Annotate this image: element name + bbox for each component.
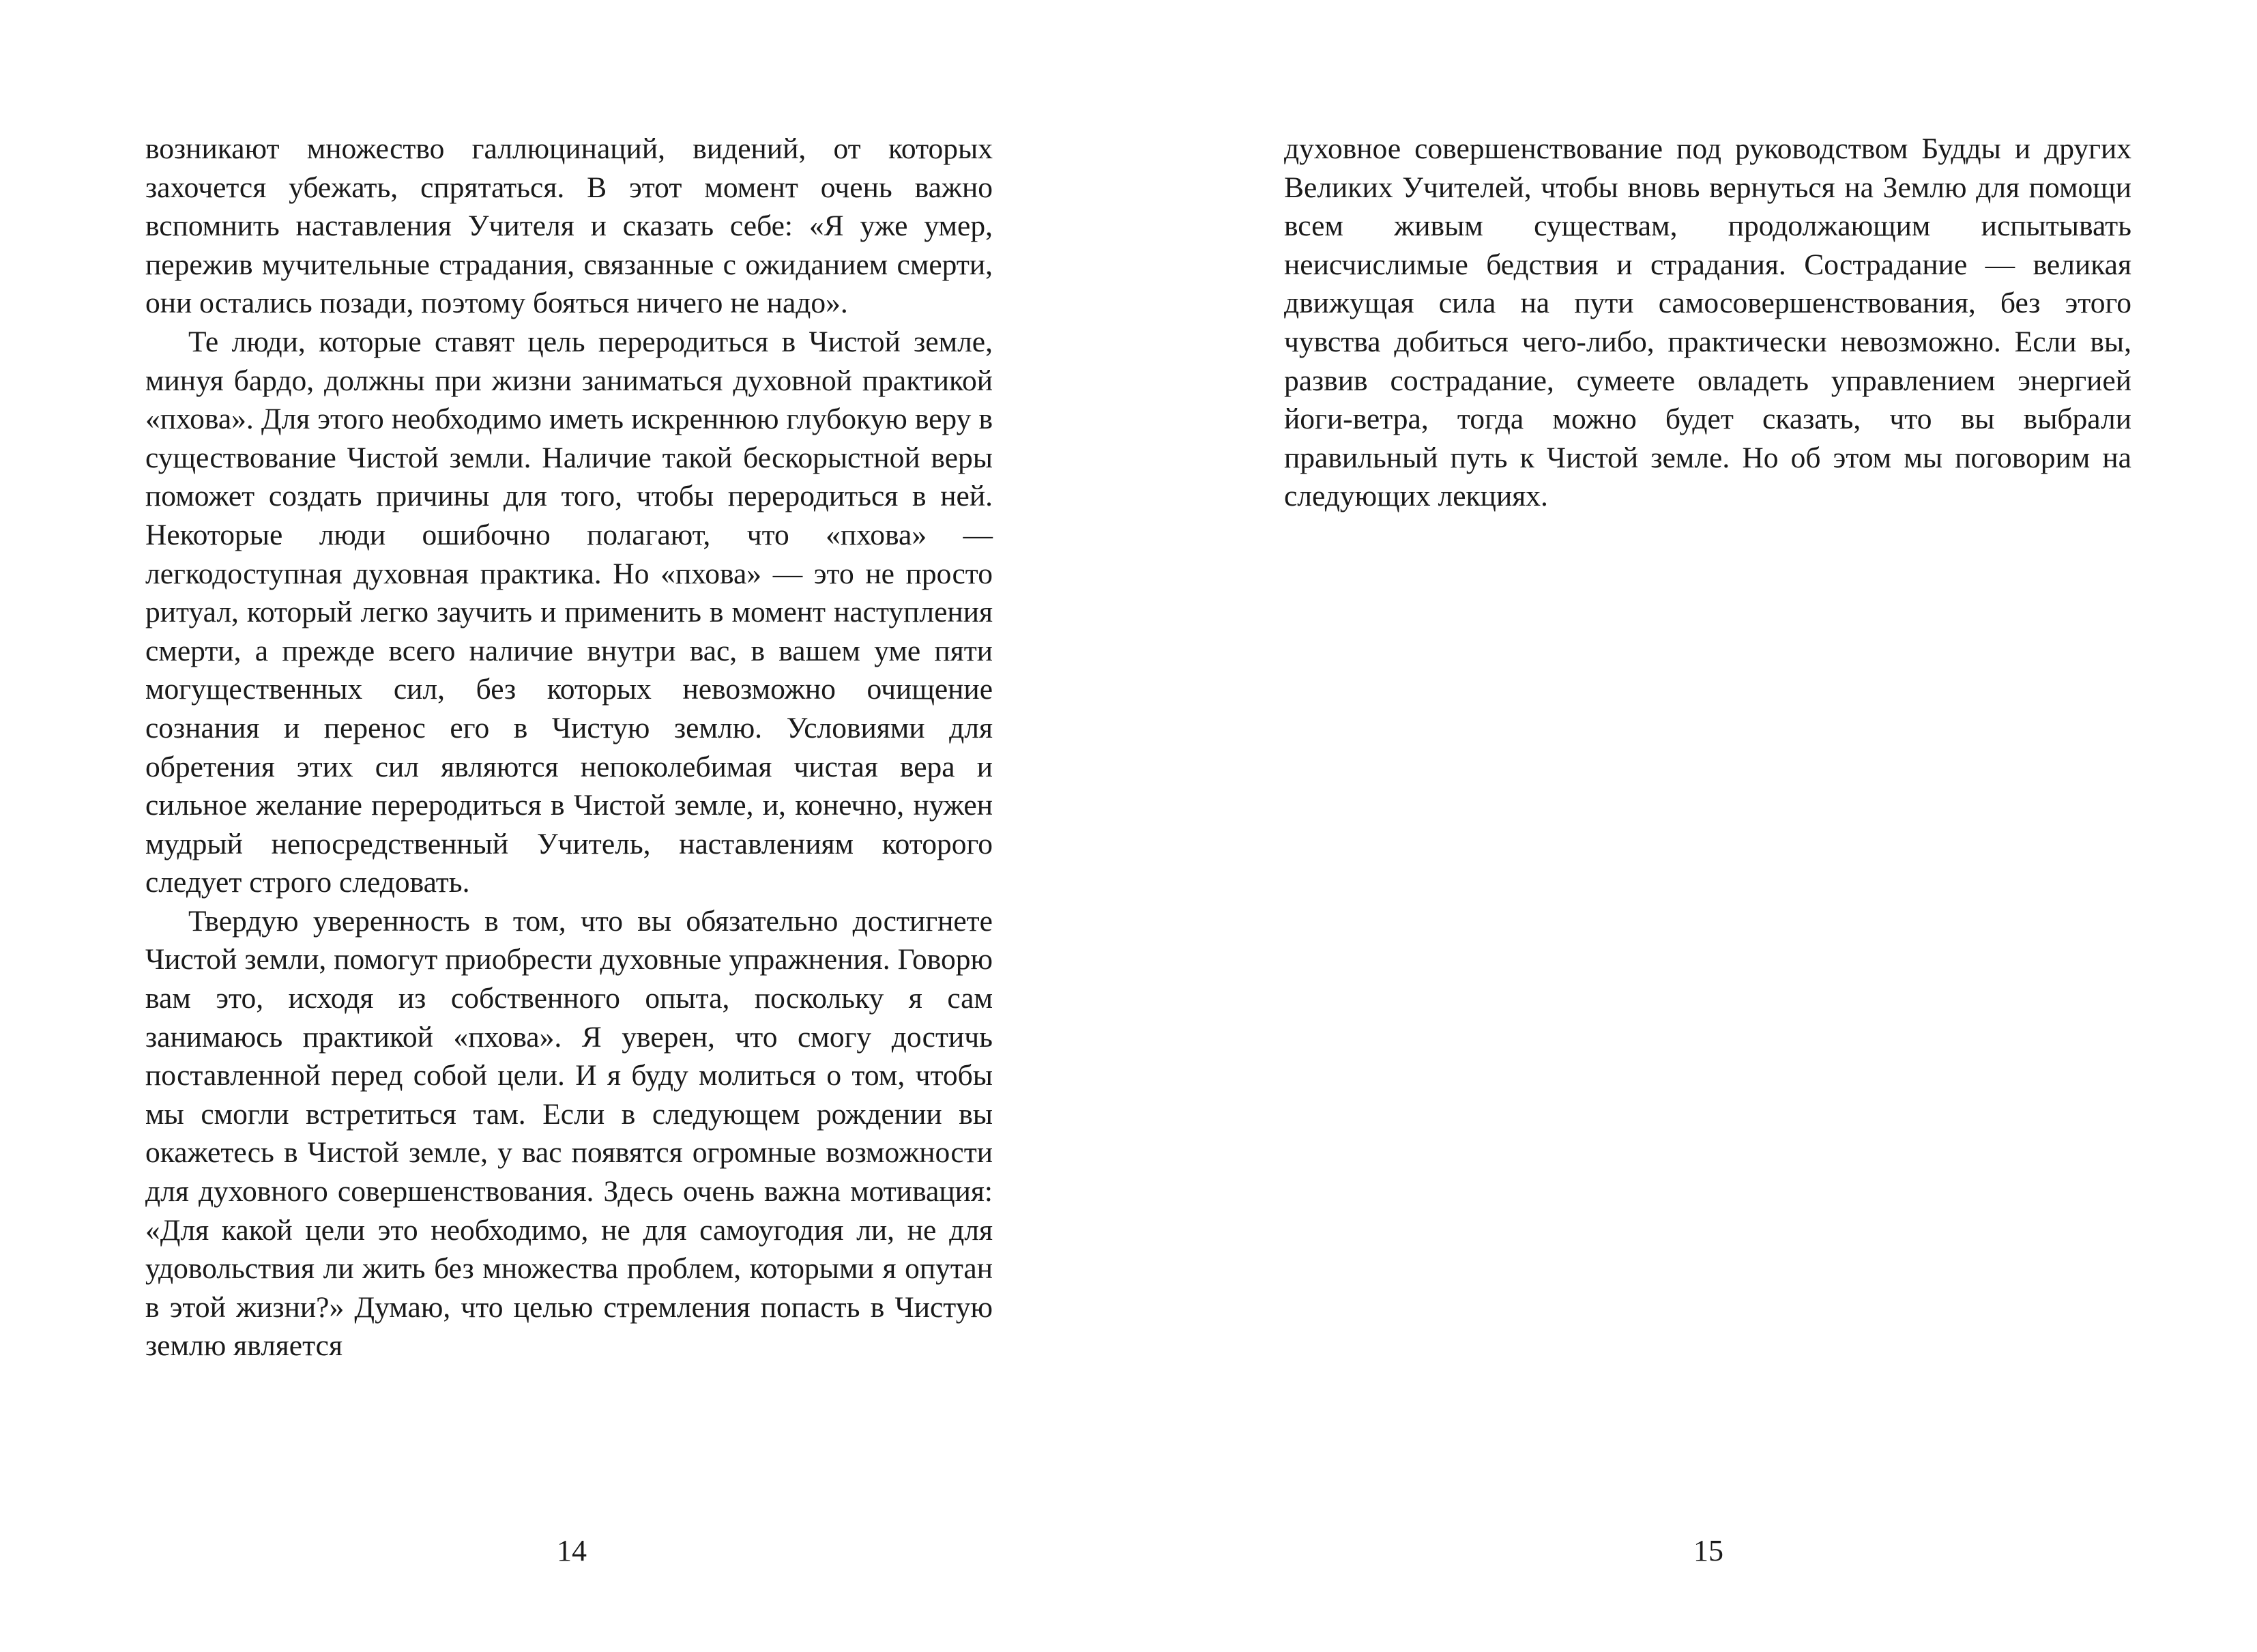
left-page-text [145, 130, 993, 1365]
right-page [1128, 0, 2257, 1652]
paragraph: духовное совершенствование под руководством Будды и других Великих Учителей, чтобы вновь вернуться на Землю для помощи всем живым существам, продолжающим испытывать неисчислимые бедствия и страдания. Сострадание — великая движущая сила на пути самосовершенствования, без этого чувства добиться чего-либо, практически невозможно. Если вы, развив сострадание, сумеете овладеть управлением энергией йоги-ветра, тогда можно будет сказать, что вы выбрали правильный путь к Чистой земле. Но об этом мы поговорим на следующих лекциях. [1284, 132, 2131, 513]
right-page-text [1284, 130, 2131, 516]
paragraph: Твердую уверенность в том, что вы обязательно достигнете Чистой земли, помогут приобрести духовные упражнения. Говорю вам это, исходя из собственного опыта, поскольку я сам занимаюсь практикой «пхова». Я уверен, что смогу достичь поставленной перед собой цели. И я буду молиться о том, чтобы мы смогли встретиться там. Если в следующем рождении вы окажетесь в Чистой земле, у вас появятся огромные возможности для духовного совершенствования. Здесь очень важна мотивация: «Для какой цели это необходимо, не для самоугодия ли, не для удовольствия ли жить без множества проблем, которыми я опутан в этой жизни?» Думаю, что целью стремления попасть в Чистую землю является [145, 904, 993, 1363]
paragraph: Те люди, которые ставят цель переродиться в Чистой земле, минуя бардо, должны при жизни заниматься духовной практикой «пхова». Для этого необходимо иметь искреннюю глубокую веру в существование Чистой земли. Наличие такой бескорыстной веры поможет создать причины для того, чтобы переродиться в ней. Некоторые люди ошибочно полагают, что «пхова» — легкодоступная духовная практика. Но «пхова» — это не просто ритуал, который легко заучить и применить в момент наступления смерти, а прежде всего наличие внутри вас, в вашем уме пяти могущественных сил, без которых невозможно очищение сознания и перенос его в Чистую землю. Условиями для обретения этих сил являются непоколебимая чистая вера и сильное желание переродиться в Чистой земле, и, конечно, нужен мудрый непосредственный Учитель, наставлениям которого следует строго следовать. [145, 325, 993, 899]
page-number-left: 14 [557, 1534, 587, 1567]
left-page [0, 0, 1128, 1652]
page-number-right: 15 [1693, 1534, 1723, 1567]
paragraph: возникают множество галлюцинаций, видений, от которых захочется убежать, спрятаться. В этот момент очень важно вспомнить наставления Учителя и сказать себе: «Я уже умер, пережив мучительные страдания, связанные с ожиданием смерти, они остались позади, поэтому бояться ничего не надо». [145, 132, 993, 320]
